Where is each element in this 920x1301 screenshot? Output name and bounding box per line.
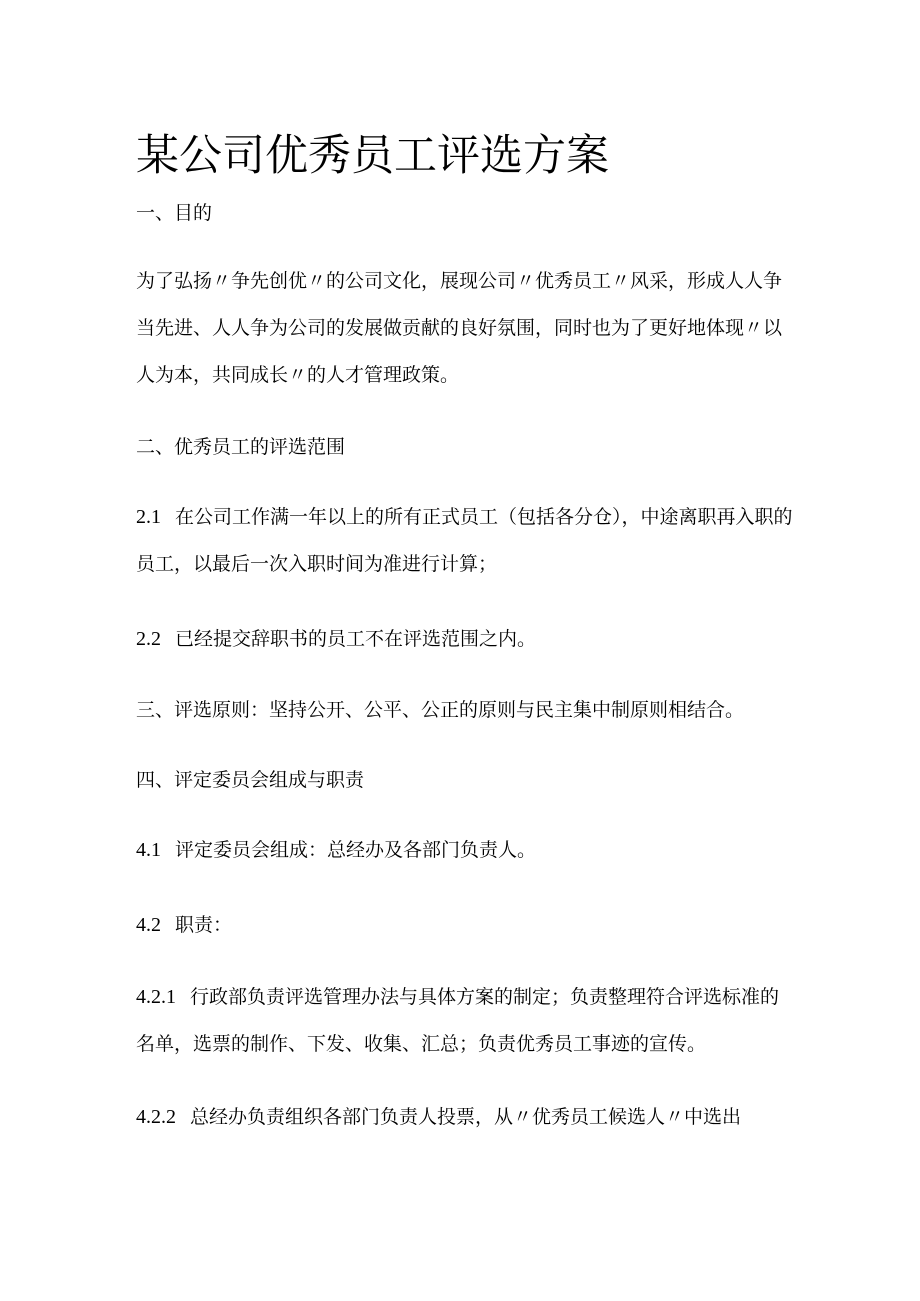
clause-4-2-2-text: 总经办负责组织各部门负责人投票，从〃优秀员工候选人〃中选出 — [190, 1106, 742, 1128]
section-3-heading: 三、评选原则：坚持公开、公平、公正的原则与民主集中制原则相结合。 — [136, 699, 745, 721]
clause-2-1 — [136, 494, 796, 588]
clause-4-2-1 — [136, 974, 796, 1068]
clause-4-1-text: 评定委员会组成：总经办及各部门负责人。 — [175, 839, 537, 861]
clause-4-2-1-text: 行政部负责评选管理办法与具体方案的制定；负责整理符合评选标准的名单，选票的制作、下发、收集、汇总；负责优秀员工事迹的宣传。 — [136, 986, 780, 1055]
section-1-body: 为了弘扬〃争先创优〃的公司文化，展现公司〃优秀员工〃风采，形成人人争当先进、人人争为公司的发展做贡献的良好氛围，同时也为了更好地体现〃以人为本，共同成长〃的人才管理政策。 — [136, 270, 783, 386]
clause-2-1-number: 2.1 — [136, 506, 161, 528]
document-title: 某公司优秀员工评选方案 — [136, 131, 609, 181]
clause-2-2 — [136, 616, 796, 663]
clause-4-2-number: 4.2 — [136, 914, 161, 936]
clause-4-1-number: 4.1 — [136, 839, 161, 861]
clause-2-1-text: 在公司工作满一年以上的所有正式员工（包括各分仓），中途离职再入职的员工，以最后一次入职时间为准进行计算； — [136, 506, 793, 575]
clause-4-2-2 — [136, 1094, 796, 1141]
section-2-heading: 二、优秀员工的评选范围 — [136, 436, 346, 458]
clause-4-2-2-number: 4.2.2 — [136, 1106, 176, 1128]
section-4-heading: 四、评定委员会组成与职责 — [136, 769, 365, 791]
clause-4-1 — [136, 827, 796, 874]
section-1-heading: 一、目的 — [136, 202, 213, 224]
clause-4-2 — [136, 902, 796, 949]
clause-4-2-1-number: 4.2.1 — [136, 986, 176, 1008]
clause-2-2-text: 已经提交辞职书的员工不在评选范围之内。 — [175, 628, 537, 650]
clause-4-2-text: 职责： — [175, 914, 233, 936]
clause-2-2-number: 2.2 — [136, 628, 161, 650]
